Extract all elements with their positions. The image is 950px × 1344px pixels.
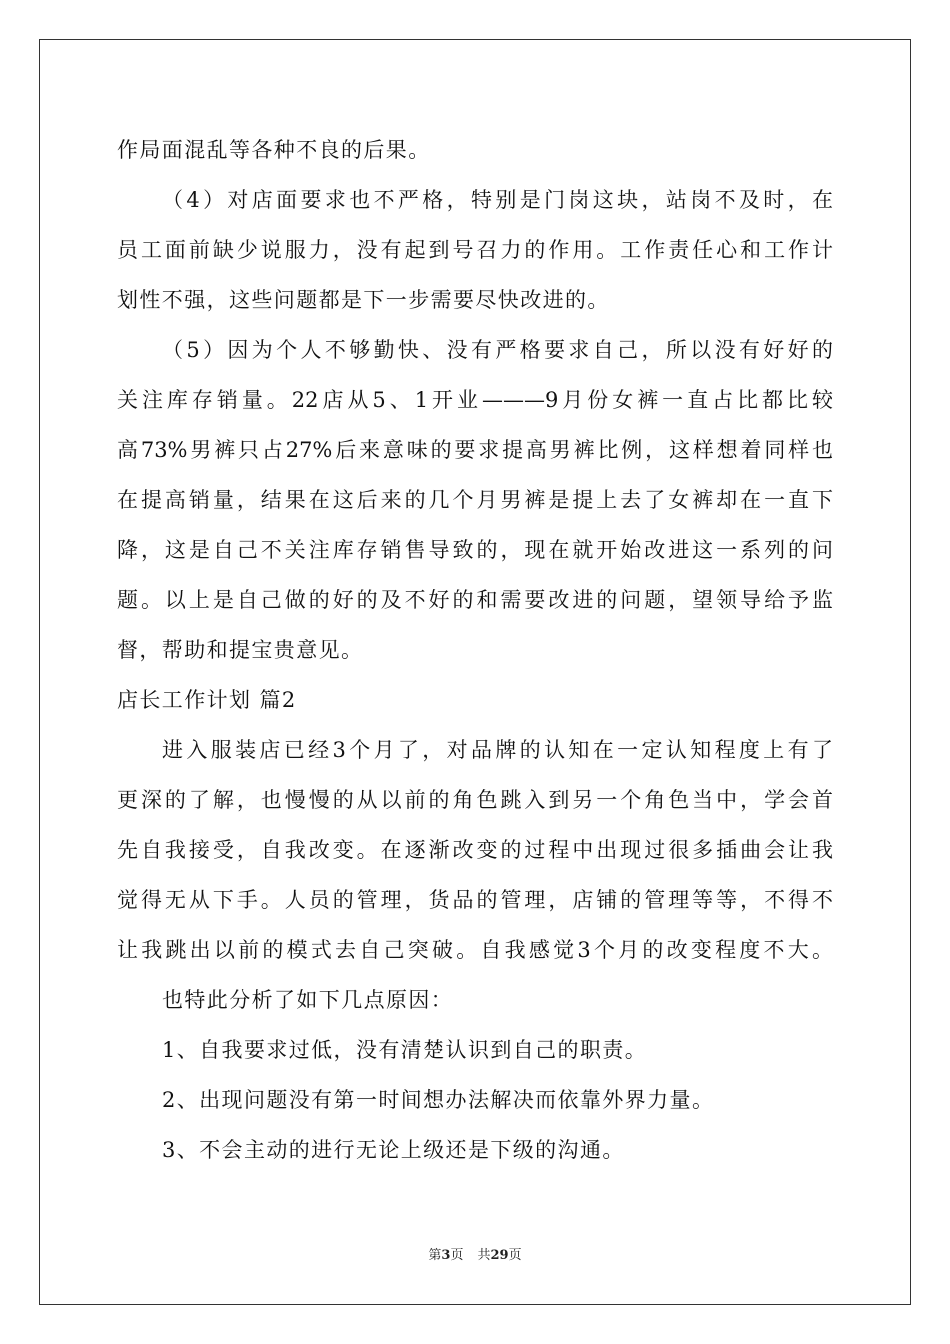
text-line: 题。以上是自己做的好的及不好的和需要改进的问题，望领导给予监 [117, 588, 833, 612]
list-item: 2、出现问题没有第一时间想办法解决而依靠外界力量。 [162, 1088, 715, 1112]
total-prefix: 共 [477, 1248, 491, 1263]
page-border [39, 39, 911, 1305]
list-item: 1、自我要求过低，没有清楚认识到自己的职责。 [162, 1038, 648, 1062]
page-footer [0, 1247, 950, 1265]
text-line: 高73%男裤只占27%后来意味的要求提高男裤比例，这样想着同样也 [117, 438, 833, 462]
text-line: 在提高销量，结果在这后来的几个月男裤是提上去了女裤却在一直下 [117, 488, 833, 512]
text-line: 作局面混乱等各种不良的后果。 [117, 138, 431, 162]
page-current: 3 [441, 1248, 451, 1263]
text-line: 觉得无从下手。人员的管理，货品的管理，店铺的管理等等，不得不 [117, 888, 833, 912]
text-line: 关注库存销量。22店从5、1开业———9月份女裤一直占比都比较 [117, 388, 833, 412]
text-line: （5）因为个人不够勤快、没有严格要求自己，所以没有好好的 [162, 338, 833, 362]
list-item: 3、不会主动的进行无论上级还是下级的沟通。 [162, 1138, 625, 1162]
text-line: 督，帮助和提宝贵意见。 [117, 638, 364, 662]
text-line: 员工面前缺少说服力，没有起到号召力的作用。工作责任心和工作计 [117, 238, 833, 262]
page-unit: 页 [450, 1248, 464, 1263]
text-line: 进入服装店已经3个月了，对品牌的认知在一定认知程度上有了 [162, 738, 833, 762]
text-line: （4）对店面要求也不严格，特别是门岗这块，站岗不及时，在 [162, 188, 833, 212]
text-line: 降，这是自己不关注库存销售导致的，现在就开始改进这一系列的问 [117, 538, 833, 562]
text-line: 先自我接受，自我改变。在逐渐改变的过程中出现过很多插曲会让我 [117, 838, 833, 862]
page-prefix: 第 [428, 1248, 442, 1263]
section-heading: 店长工作计划 篇2 [117, 688, 297, 712]
page-total: 29 [490, 1248, 509, 1263]
text-line: 划性不强，这些问题都是下一步需要尽快改进的。 [117, 288, 610, 312]
total-unit: 页 [508, 1248, 522, 1263]
text-line: 更深的了解，也慢慢的从以前的角色跳入到另一个角色当中，学会首 [117, 788, 833, 812]
text-line: 也特此分析了如下几点原因： [162, 988, 454, 1012]
text-line: 让我跳出以前的模式去自己突破。自我感觉3个月的改变程度不大。 [117, 938, 833, 962]
